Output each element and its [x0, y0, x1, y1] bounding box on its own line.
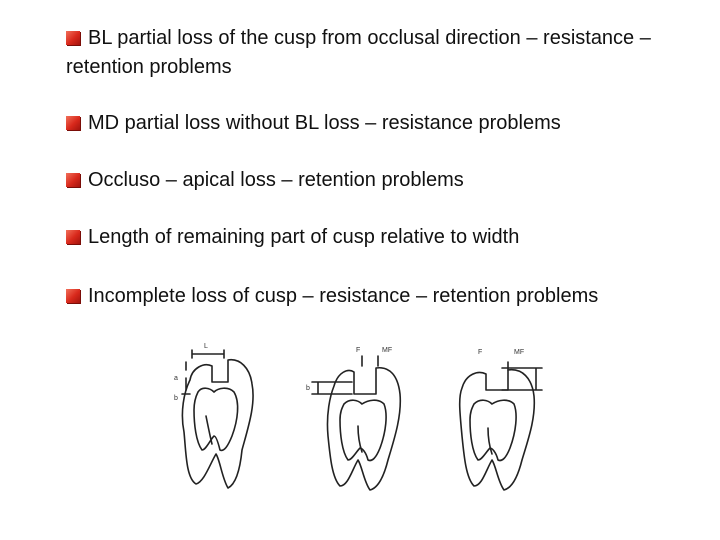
bullet-text: MD partial loss without BL loss – resistance problems: [88, 112, 561, 134]
tooth-3: [460, 362, 542, 490]
dimension-label: F: [356, 347, 361, 354]
square-bullet-icon: [66, 116, 80, 130]
bullet-item: [66, 282, 598, 311]
dimension-label: b: [174, 395, 178, 402]
bullet-item: [66, 109, 561, 138]
bullet-item: [66, 223, 519, 252]
dimension-label: a: [174, 375, 178, 382]
tooth-diagram: [162, 332, 562, 502]
tooth-1: [182, 350, 253, 488]
bullet-text: Incomplete loss of cusp – resistance – retention problems: [88, 285, 599, 307]
square-bullet-icon: [66, 31, 80, 45]
square-bullet-icon: [66, 289, 80, 303]
square-bullet-icon: [66, 230, 80, 244]
bullet-text: Length of remaining part of cusp relative to width: [88, 226, 520, 248]
dimension-label: b: [306, 385, 310, 392]
dimension-label: L: [204, 343, 208, 350]
tooth-cusp-loss-illustration: [162, 332, 562, 502]
square-bullet-icon: [66, 173, 80, 187]
bullet-item: [66, 24, 706, 82]
dimension-label: MF: [382, 347, 393, 354]
dimension-label: F: [478, 349, 483, 356]
bullet-item: [66, 166, 464, 195]
dimension-label: MF: [514, 349, 525, 356]
tooth-2: [312, 356, 400, 490]
bullet-text: Occluso – apical loss – retention problems: [88, 169, 464, 191]
bullet-text: BL partial loss of the cusp from occlusal direction – resistance – retention problems: [66, 27, 651, 78]
